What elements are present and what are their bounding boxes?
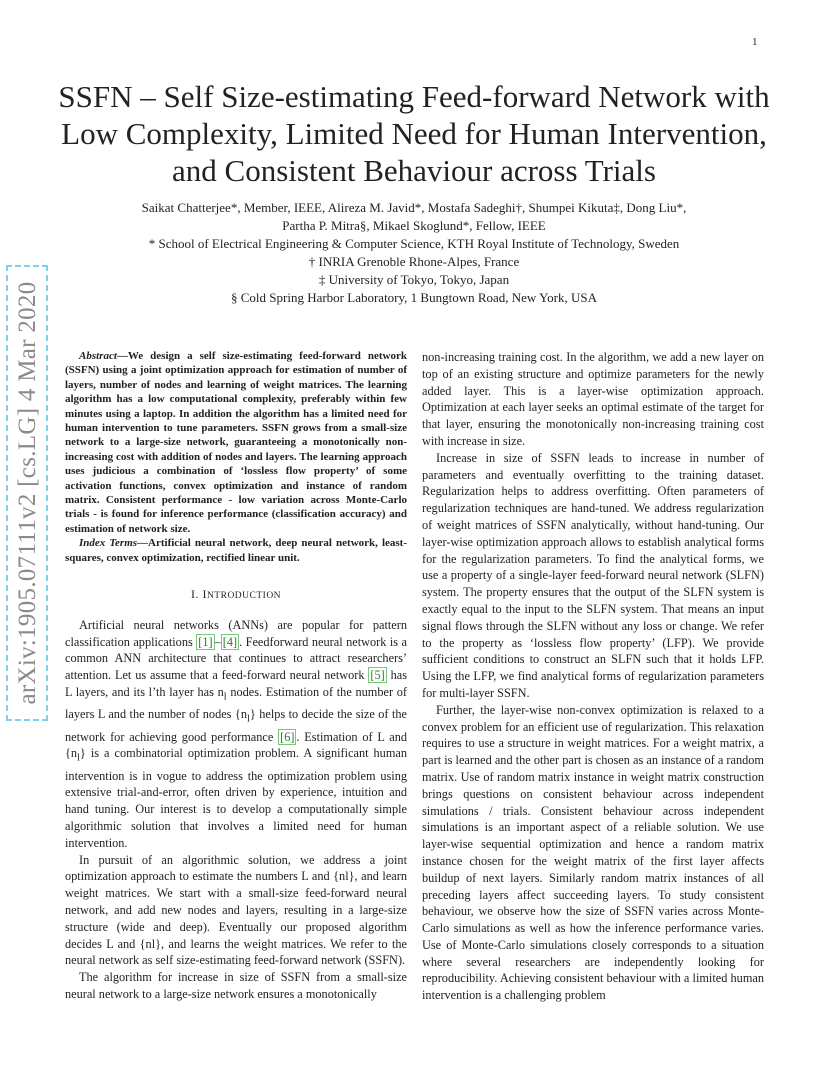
affiliation-cshl: § Cold Spring Harbor Laboratory, 1 Bungtown Road, New York, USA	[230, 290, 598, 305]
abstract-label: Abstract	[79, 350, 117, 362]
intro-paragraph-3-continued: non-increasing training cost. In the algorithm, we add a new layer on top of an existing structure and optimize parameters for the newly added layer. This is a layer-wise optimization approach. Optimization at each layer seeks an optimal estimate of the target for that layer, ensuring the monotonically non-increasing training cost with increase in size.	[422, 350, 764, 448]
citation-link[interactable]: [6]	[280, 729, 295, 744]
intro-paragraph-1: Artificial neural networks (ANNs) are popular for pattern classification applications [1] – [4] . Feedforward neural network is a common ANN architecture that continues to attract researchers’ attention. Let us assume that a feed-forward neural network [5] has L layers, and its l’th layer has $n_l$ nodes. Estimation of the number of layers L and the number of nodes $\{n_l\}$ helps to decide the size of the network for achieving good performance [6] . Estimation of L and $\{n_l\}$ is a combinatorial optimization problem. A significant human intervention is in vogue to address the optimization problem using extensive trial-and-error, often driven by experience, intuition and hand tuning. Our interest is to develop a computationally simple algorithmic solution that involves a limited need for human intervention.	[65, 617, 407, 850]
author-line-1: Saikat Chatterjee*, Member, IEEE, Alireza M. Javid*, Mostafa Sadeghi†, Shumpei Kikuta‡, Dong Liu*,	[141, 200, 687, 215]
index-terms-label: Index Terms	[79, 537, 138, 550]
paper-title: SSFN – Self Size-estimating Feed-forward Network with Low Complexity, Limited Need for Human Intervention, and Consistent Behaviour across Trials	[58, 79, 770, 188]
page-number: 1	[752, 36, 758, 48]
citation-link[interactable]: [1]	[198, 634, 213, 649]
right-column	[422, 349, 764, 1004]
abstract	[65, 349, 407, 536]
intro-paragraph-5: Further, the layer-wise non-convex optimization is relaxed to a convex problem for an efficient use of regularization. This relaxation requires to use a structure in weight matrices. For a weight matrix, a part is learned and the other part is chosen as an instance of a random matrix. Use of random matrix instance in weight matrix construction brings questions on consistent behaviour across independent simulations / trials. Consistent behaviour across independent simulations is an important aspect of a reliable solution. We use layer-wise sequential optimization and hence a random matrix instance chosen for the weight matrix of the first layer affects buildup of next layers. Similarly random matrix instances of all preceding layers affect succeeding layers. To study consistent behaviour, we observe how the size of SSFN varies across Monte-Carlo simulations as well as how the inference performance varies. Use of Monte-Carlo simulations closely corresponds to a situation where several researchers are independently looking for reproducibility. Achieving consistent behaviour with a limited human intervention is a challenging problem	[422, 702, 764, 1003]
citation-link[interactable]: [5]	[370, 668, 385, 683]
author-line-2: Partha P. Mitra§, Mikael Skoglund*, Fellow, IEEE	[282, 218, 546, 233]
arxiv-stamp[interactable]: arXiv:1905.07111v2 [cs.LG] 4 Mar 2020	[6, 265, 48, 721]
intro-paragraph-3: The algorithm for increase in size of SSFN from a small-size neural network to a large-size network ensures a monotonically	[65, 970, 407, 1001]
abstract-text: —We design a self size-estimating feed-forward network (SSFN) using a joint optimization approach for estimation of number of layers, number of nodes and learning of weight matrices. The learning algorithm has a low computational complexity, preferably within few minutes using a laptop. In addition the algorithm has a limited need for human intervention to tune parameters. SSFN grows from a small-size network to a large-size network, guaranteeing a monotonically non-increasing cost with addition of nodes and layers. The learning approach uses judicious a combination of ‘lossless flow property’ of some activation functions, convex optimization and instance of random matrix. Consistent performance - low variation across Monte-Carlo trials - is found for inference performance (classification accuracy) and estimation of network size.	[65, 350, 407, 535]
index-terms-text: —Artificial neural network, deep neural network, least-squares, convex optimization, rectified linear unit.	[65, 537, 407, 564]
citation-link[interactable]: [4]	[222, 634, 238, 649]
left-column	[65, 349, 407, 1003]
intro-paragraph-4: Increase in size of SSFN leads to increase in number of parameters and eventually overfitting to the training dataset. Regularization helps to address overfitting. Often parameters of regularization techniques are hand-tuned. We address regularization of weight matrices of SSFN analytically, without hand-tuning. Our layer-wise optimization approach allows to establish analytical forms for the regularization parameters. To find the analytical forms, we use a property of a single-layer feed-forward neural network (SLFN) system. The property ensures that the output of the SLFN system is exactly equal to the input to the SLFN system. That means an input signal flows through the SLFN without any loss or change. We refer to the property as ‘lossless flow property’ (LFP). We provide sufficient conditions to construct an SLFN such that it holds LFP. Using the LFP, we find analytical forms of regularization parameters for multi-layer SSFN.	[422, 450, 764, 700]
affiliation-kth: * School of Electrical Engineering & Computer Science, KTH Royal Institute of Technology, Sweden	[148, 236, 680, 251]
affiliation-inria: † INRIA Grenoble Rhone-Alpes, France	[308, 254, 520, 269]
index-terms	[65, 536, 407, 565]
section-heading: I. INTRODUCTION	[190, 587, 282, 602]
intro-paragraph-2: In pursuit of an algorithmic solution, we address a joint optimization approach to estimate the numbers L and {nl}, and learn weight matrices. We start with a small-size feed-forward neural network, and add new nodes and layers, resulting in a large-size structure (wide and deep). Eventually our proposed algorithm decides L and {nl}, and learns the weight matrices. We refer to the neural network as self size-estimating feed-forward network (SSFN).	[65, 852, 407, 968]
affiliation-tokyo: ‡ University of Tokyo, Tokyo, Japan	[318, 272, 510, 287]
author-list	[40, 199, 788, 235]
